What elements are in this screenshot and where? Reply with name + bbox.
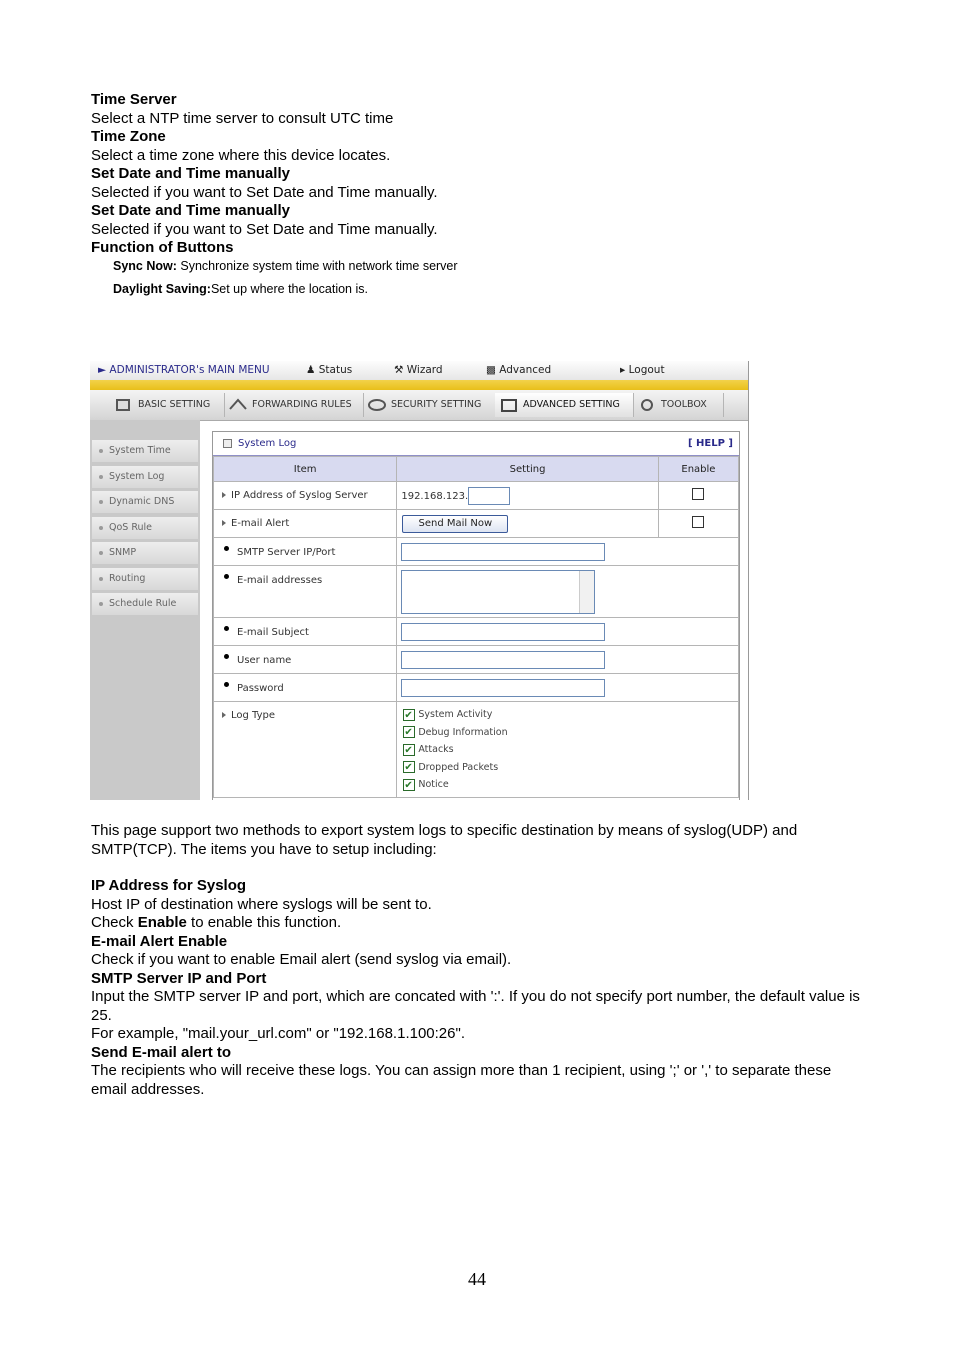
email-addresses-textarea[interactable]	[401, 570, 595, 614]
logout-label: Logout	[628, 364, 665, 376]
send-mail-now-button[interactable]: Send Mail Now	[402, 515, 508, 533]
syslog-setting-cell	[397, 482, 658, 510]
log-type-label-3: Dropped Packets	[418, 761, 499, 773]
triangle-icon	[222, 492, 226, 498]
email-alert-label: E-mail Alert	[231, 518, 290, 529]
intro-text	[91, 91, 871, 297]
username-setting-cell	[397, 646, 739, 674]
sidebar-label: System Time	[109, 445, 171, 456]
table-row	[214, 702, 739, 798]
log-type-setting-cell	[397, 702, 739, 798]
table-row	[214, 674, 739, 702]
log-type-dropped-packets[interactable]	[397, 759, 738, 777]
menu-advanced-setting[interactable]	[495, 393, 634, 417]
wizard-link[interactable]	[394, 364, 443, 376]
desc-email-alert: Check if you want to enable Email alert (send syslog via email).	[91, 951, 512, 968]
syslog-cell	[214, 482, 397, 510]
check-icon[interactable]	[403, 744, 415, 756]
email-subject-setting-cell	[397, 618, 739, 646]
advanced-label: Advanced	[499, 364, 552, 376]
desc-ip-syslog: Host IP of destination where syslogs will be sent to.	[91, 895, 432, 913]
smtp-cell	[214, 538, 397, 566]
heading-ip-syslog: IP Address for Syslog	[91, 877, 247, 894]
table-row	[214, 538, 739, 566]
col-setting: Setting	[397, 457, 658, 482]
email-subject-label: E-mail Subject	[237, 626, 309, 638]
email-addr-cell	[214, 566, 397, 618]
heading-time-server: Time Server	[91, 91, 177, 108]
log-type-cell	[214, 702, 397, 798]
username-input[interactable]	[401, 651, 605, 669]
log-type-system-activity[interactable]	[397, 706, 738, 724]
triangle-icon	[222, 520, 226, 526]
enable-bold: Enable	[137, 914, 187, 931]
check-icon[interactable]	[403, 726, 415, 738]
heading-send-email: Send E-mail alert to	[91, 1043, 232, 1061]
wizard-label: Wizard	[406, 364, 443, 376]
log-type-label-4: Notice	[418, 779, 449, 791]
password-label: Password	[237, 682, 284, 694]
yellow-banner	[90, 380, 748, 390]
col-item: Item	[214, 457, 397, 482]
sync-now-text: Synchronize system time with network time server	[176, 258, 458, 273]
sidebar-item-system-time[interactable]	[92, 440, 198, 462]
status-link[interactable]	[306, 364, 352, 376]
log-type-attacks[interactable]	[397, 741, 738, 759]
forwarding-icon	[228, 397, 248, 413]
log-type-label-2: Attacks	[418, 744, 454, 756]
intro-paragraph: This page support two methods to export system logs to specific destination by means of syslog(UDP) and SMTP(TCP). The items you have to setup including:	[91, 822, 798, 858]
menu-forwarding-label: FORWARDING RULES	[252, 399, 352, 410]
sidebar-label: QoS Rule	[109, 522, 153, 533]
password-cell	[214, 674, 397, 702]
sidebar-item-routing[interactable]	[92, 568, 198, 590]
username-label: User name	[237, 654, 292, 666]
email-addr-setting-cell	[397, 566, 739, 618]
sidebar-label: System Log	[109, 471, 165, 482]
sync-now-desc	[91, 258, 871, 274]
menu-basic-setting[interactable]	[110, 393, 225, 417]
daylight-saving-desc	[91, 281, 871, 297]
desc-send-email: The recipients who will receive these logs. You can assign more than 1 recipient, using ';' or ',' to separate these email addresses.	[91, 1062, 832, 1098]
enable-post: to enable this function.	[186, 914, 342, 931]
logout-link[interactable]	[620, 364, 665, 376]
menu-security-label: SECURITY SETTING	[391, 399, 482, 410]
syslog-ip-prefix: 192.168.123.	[401, 490, 469, 502]
check-icon[interactable]	[403, 779, 415, 791]
email-alert-enable-cell	[658, 510, 738, 538]
table-row	[214, 482, 739, 510]
security-icon	[367, 397, 387, 413]
heading-set-date-1: Set Date and Time manually	[91, 165, 290, 182]
col-enable: Enable	[658, 457, 738, 482]
log-type-debug-information[interactable]	[397, 724, 738, 742]
daylight-saving-text: Set up where the location is.	[210, 281, 368, 296]
password-input[interactable]	[401, 679, 605, 697]
desc-enable	[91, 914, 871, 933]
email-subject-input[interactable]	[401, 623, 605, 641]
sidebar-item-schedule-rule[interactable]	[92, 593, 198, 615]
panel-title	[223, 432, 296, 455]
desc-time-server: Select a NTP time server to consult UTC time	[91, 109, 394, 127]
desc-smtp-example: For example, "mail.your_url.com" or "192.168.1.100:26".	[91, 1025, 465, 1042]
sidebar-label: Dynamic DNS	[109, 496, 175, 507]
sidebar-label: SNMP	[109, 547, 137, 558]
sidebar-label: Schedule Rule	[109, 598, 177, 609]
page-number: 44	[468, 1269, 486, 1289]
table-row	[214, 510, 739, 538]
menu-security-setting[interactable]	[363, 393, 496, 417]
menu-toolbox-label: TOOLBOX	[661, 399, 707, 410]
syslog-ip-input[interactable]	[468, 487, 510, 505]
log-type-notice[interactable]	[397, 776, 738, 794]
table-row	[214, 618, 739, 646]
heading-smtp: SMTP Server IP and Port	[91, 969, 267, 987]
daylight-saving-label: Daylight Saving:	[113, 281, 211, 296]
email-alert-enable-checkbox[interactable]	[692, 516, 704, 528]
heading-email-alert: E-mail Alert Enable	[91, 932, 228, 950]
advanced-setting-icon	[499, 397, 519, 413]
email-alert-cell	[214, 510, 397, 538]
syslog-label: IP Address of Syslog Server	[231, 490, 368, 501]
sidebar-item-qos-rule[interactable]	[92, 517, 198, 539]
smtp-server-input[interactable]	[401, 543, 605, 561]
check-icon[interactable]	[403, 761, 415, 773]
chevron-right-icon: ▸	[620, 364, 626, 376]
email-alert-setting-cell	[397, 510, 658, 538]
scrollbar[interactable]	[579, 571, 594, 613]
heading-time-zone: Time Zone	[91, 128, 166, 145]
sidebar-label: Routing	[109, 573, 146, 584]
menu-advanced-label: ADVANCED SETTING	[523, 399, 620, 410]
heading-set-date-2: Set Date and Time manually	[91, 202, 290, 219]
status-icon: ♟	[306, 364, 316, 376]
enable-pre: Check	[91, 914, 138, 931]
syslog-enable-checkbox[interactable]	[692, 488, 704, 500]
system-log-panel	[212, 431, 740, 800]
sidebar-item-system-log[interactable]	[92, 466, 198, 488]
sidebar	[90, 420, 200, 800]
table-row	[214, 566, 739, 618]
log-type-label-0: System Activity	[418, 709, 493, 720]
triangle-icon	[222, 712, 226, 718]
wizard-icon: ⚒	[394, 364, 404, 376]
menu-basic-label: BASIC SETTING	[138, 399, 211, 410]
router-ui-screenshot	[90, 361, 749, 800]
help-link[interactable]: [ HELP ]	[687, 438, 733, 449]
log-type-label: Log Type	[231, 710, 276, 721]
heading-function-buttons: Function of Buttons	[91, 239, 234, 256]
log-type-label-1: Debug Information	[418, 726, 508, 738]
desc-set-date-2: Selected if you want to Set Date and Time manually.	[91, 220, 438, 238]
sidebar-item-snmp[interactable]	[92, 542, 198, 564]
table-row	[214, 646, 739, 674]
menu-toolbox[interactable]	[633, 393, 724, 417]
panel-title-text: System Log	[238, 438, 297, 449]
email-subject-cell	[214, 618, 397, 646]
syslog-enable-cell	[658, 482, 738, 510]
username-cell	[214, 646, 397, 674]
desc-time-zone: Select a time zone where this device locates.	[91, 146, 391, 164]
menu-forwarding-rules[interactable]	[224, 393, 364, 417]
top-nav-bar	[90, 361, 748, 381]
email-addresses-label: E-mail addresses	[237, 575, 323, 586]
admin-menu-label: ADMINISTRATOR's MAIN MENU	[109, 364, 270, 376]
status-label: Status	[318, 364, 353, 376]
advanced-link[interactable]	[486, 364, 551, 376]
sidebar-item-dynamic-dns[interactable]	[92, 491, 198, 513]
syslog-table	[213, 456, 739, 798]
panel-header	[213, 432, 739, 456]
desc-set-date-1: Selected if you want to Set Date and Time manually.	[91, 183, 438, 201]
password-setting-cell	[397, 674, 739, 702]
toolbox-icon	[637, 397, 657, 413]
admin-menu-link[interactable]: ► ADMINISTRATOR's MAIN MENU	[98, 364, 270, 376]
smtp-setting-cell	[397, 538, 739, 566]
explanation-text	[91, 822, 871, 1099]
smtp-label: SMTP Server IP/Port	[237, 546, 336, 558]
sync-now-label: Sync Now:	[113, 258, 177, 273]
advanced-icon: ▩	[486, 364, 496, 376]
desc-smtp: Input the SMTP server IP and port, which are concated with ':'. If you do not specify port number, the default value is 25.	[91, 988, 860, 1024]
book-icon	[114, 397, 134, 413]
square-icon	[223, 439, 232, 448]
check-icon[interactable]	[403, 709, 415, 721]
main-menu-bar	[90, 390, 748, 421]
